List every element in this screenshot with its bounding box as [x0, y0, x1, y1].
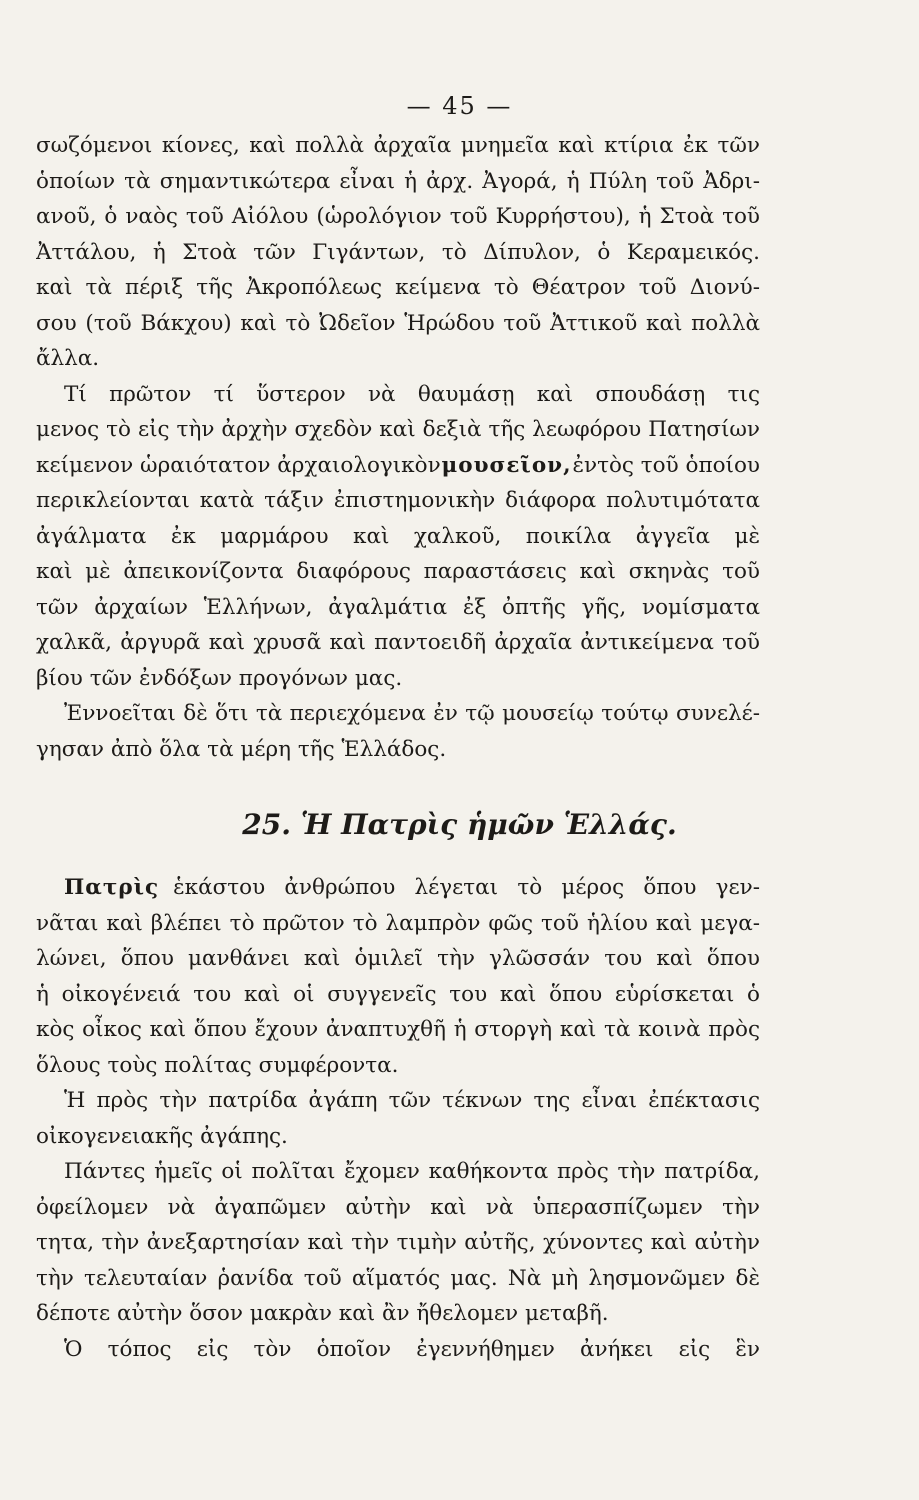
text-line-museum: [36, 448, 760, 484]
text-line: λώνει, ὅπου μανθάνει καὶ ὁμιλεῖ τὴν γλῶσσάν του καὶ ὅπου: [36, 946, 760, 971]
section-athens-monuments: [36, 128, 760, 767]
text-line: γησαν ἀπὸ ὅλα τὰ μέρη τῆς Ἑλλάδος.: [36, 736, 447, 762]
text-line: Ὁ τόπος εἰς τὸν ὁποῖον ἐγεννήθημεν ἀνήκει εἰς ἓν: [64, 1336, 760, 1362]
text-line: Ἡ πρὸς τὴν πατρίδα ἀγάπη τῶν τέκνων της εἶναι ἐπέκτασις: [64, 1088, 760, 1113]
text-line: ὀφείλομεν νὰ ἀγαπῶμεν αὐτὴν καὶ νὰ ὑπερασπίζωμεν τὴν: [36, 1194, 760, 1220]
text-line: τὴν τελευταίαν ῥανίδα τοῦ αἵματός μας. Νὰ μὴ λησμονῶμεν δὲ: [36, 1265, 760, 1291]
text-line: καὶ μὲ ἀπεικονίζοντα διαφόρους παραστάσεις καὶ σκηνὰς τοῦ: [36, 559, 760, 584]
text-line: Ἐννοεῖται δὲ ὅτι τὰ περιεχόμενα ἐν τῷ μουσείῳ τούτῳ συνελέ-: [64, 701, 760, 726]
section-homeland: [36, 870, 760, 1367]
text-line: χαλκᾶ, ἀργυρᾶ καὶ χρυσᾶ καὶ παντοειδῆ ἀρχαῖα ἀντικείμενα τοῦ: [36, 630, 760, 655]
text-line: τῶν ἀρχαίων Ἑλλήνων, ἀγαλμάτια ἐξ ὀπτῆς γῆς, νομίσματα: [36, 594, 760, 620]
text-line-lead: [36, 870, 760, 906]
text-line: Τί πρῶτον τί ὕστερον νὰ θαυμάσῃ καὶ σπουδάσῃ τις: [64, 381, 760, 407]
museum-emphasis: μουσεῖον,: [441, 452, 572, 478]
page-number: — 45 —: [406, 92, 513, 120]
text-line: σωζόμενοι κίονες, καὶ πολλὰ ἀρχαῖα μνημεῖα καὶ κτίρια ἐκ τῶν: [36, 133, 760, 158]
text-line: περικλείονται κατὰ τάξιν ἐπιστημονικὴν διάφορα πολυτιμότατα: [36, 488, 760, 513]
text-fragment: ἐντὸς τοῦ ὁποίου: [572, 452, 760, 478]
text-line: τητα, τὴν ἀνεξαρτησίαν καὶ τὴν τιμὴν αὐτῆς, χύνοντες καὶ αὐτὴν: [36, 1230, 760, 1255]
text-fragment: ἑκάστου ἀνθρώπου λέγεται τὸ μέρος ὅπου γεν-: [173, 875, 760, 900]
text-line: βίου τῶν ἐνδόξων προγόνων μας.: [36, 665, 403, 691]
text-line: ἀγάλματα ἐκ μαρμάρου καὶ χαλκοῦ, ποικίλα ἀγγεῖα μὲ: [36, 523, 760, 549]
text-line: Ἀττάλου, ἡ Στοὰ τῶν Γιγάντων, τὸ Δίπυλον, ὁ Κεραμεικός.: [36, 239, 760, 265]
section-heading: 25. Ἡ Πατρὶς ἡμῶν Ἑλλάς.: [242, 808, 677, 841]
text-line: ὁποίων τὰ σημαντικώτερα εἶναι ἡ ἀρχ. Ἀγορά, ἡ Πύλη τοῦ Ἀδρι-: [36, 168, 760, 194]
text-line: ἡ οἰκογένειά του καὶ οἱ συγγενεῖς του καὶ ὅπου εὑρίσκεται ὁ: [36, 981, 760, 1007]
text-line: κὸς οἶκος καὶ ὅπου ἔχουν ἀναπτυχθῆ ἡ στοργὴ καὶ τὰ κοινὰ πρὸς: [36, 1017, 760, 1042]
text-fragment: κείμενον ὡραιότατον ἀρχαιολογικὸν: [36, 452, 441, 478]
text-line: σου (τοῦ Βάκχου) καὶ τὸ Ὠδεῖον Ἡρώδου τοῦ Ἀττικοῦ καὶ πολλὰ: [36, 310, 760, 336]
text-line: ανοῦ, ὁ ναὸς τοῦ Αἰόλου (ὡρολόγιον τοῦ Κυρρήστου), ἡ Στοὰ τοῦ: [36, 204, 760, 229]
text-line: δέποτε αὐτὴν ὅσον μακρὰν καὶ ἂν ἤθελομεν μεταβῆ.: [36, 1301, 609, 1326]
text-line: ὅλους τοὺς πολίτας συμφέροντα.: [36, 1052, 399, 1078]
text-line: μενος τὸ εἰς τὴν ἀρχὴν σχεδὸν καὶ δεξιὰ τῆς λεωφόρου Πατησίων: [36, 417, 760, 442]
text-line: καὶ τὰ πέριξ τῆς Ἀκροπόλεως κείμενα τὸ Θέατρον τοῦ Διονύ-: [36, 275, 760, 300]
text-line: Πάντες ἡμεῖς οἱ πολῖται ἔχομεν καθήκοντα πρὸς τὴν πατρίδα,: [64, 1159, 760, 1184]
text-line: ἄλλα.: [36, 346, 100, 371]
text-line: νᾶται καὶ βλέπει τὸ πρῶτον τὸ λαμπρὸν φῶς τοῦ ἡλίου καὶ μεγα-: [36, 910, 760, 936]
text-line: οἰκογενειακῆς ἀγάπης.: [36, 1123, 288, 1149]
lead-word: Πατρὶς: [64, 875, 160, 900]
